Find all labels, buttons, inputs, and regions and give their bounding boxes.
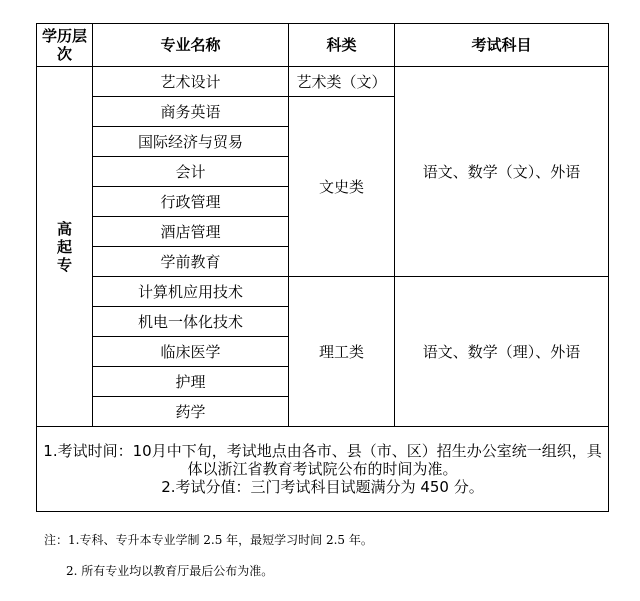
major-cell: 商务英语 (93, 97, 289, 127)
table-row (37, 277, 609, 307)
notes-cell (37, 427, 609, 512)
table-header-row (37, 24, 609, 67)
subjects-cell-science: 语文、数学（理）、外语 (395, 277, 609, 427)
major-cell: 计算机应用技术 (93, 277, 289, 307)
major-cell: 酒店管理 (93, 217, 289, 247)
major-cell: 艺术设计 (93, 67, 289, 97)
footnote: 2. 所有专业均以教育厅最后公布为准。 (66, 564, 274, 578)
note-item: 1.考试时间：10月中下旬，考试地点由各市、县（市、区）招生办公室统一组织，具体以浙江省教育考试院公布的时间为准。 (43, 442, 602, 478)
header-subjects: 考试科目 (395, 24, 609, 67)
major-cell: 药学 (93, 397, 289, 427)
header-level: 学历层次 (37, 24, 93, 67)
level-char: 专 (56, 255, 72, 274)
major-cell: 临床医学 (93, 337, 289, 367)
major-cell: 学前教育 (93, 247, 289, 277)
major-cell: 行政管理 (93, 187, 289, 217)
category-cell: 理工类 (289, 277, 395, 427)
level-value-cell (37, 67, 93, 427)
category-cell: 文史类 (289, 97, 395, 277)
footnote: 注：1.专科、专升本专业学制 2.5 年，最短学习时间 2.5 年。 (44, 533, 373, 547)
table-row (37, 67, 609, 97)
header-category: 科类 (289, 24, 395, 67)
admission-table (36, 23, 609, 512)
major-cell: 机电一体化技术 (93, 307, 289, 337)
major-cell: 会计 (93, 157, 289, 187)
notes-row (37, 427, 609, 512)
major-cell: 国际经济与贸易 (93, 127, 289, 157)
category-cell: 艺术类（文） (289, 67, 395, 97)
level-char: 高 (56, 219, 72, 238)
note-item: 2.考试分值：三门考试科目试题满分为 450 分。 (161, 478, 484, 496)
major-cell: 护理 (93, 367, 289, 397)
header-major: 专业名称 (93, 24, 289, 67)
level-char: 起 (56, 237, 72, 256)
subjects-cell-arts-liberal: 语文、数学（文）、外语 (395, 67, 609, 277)
